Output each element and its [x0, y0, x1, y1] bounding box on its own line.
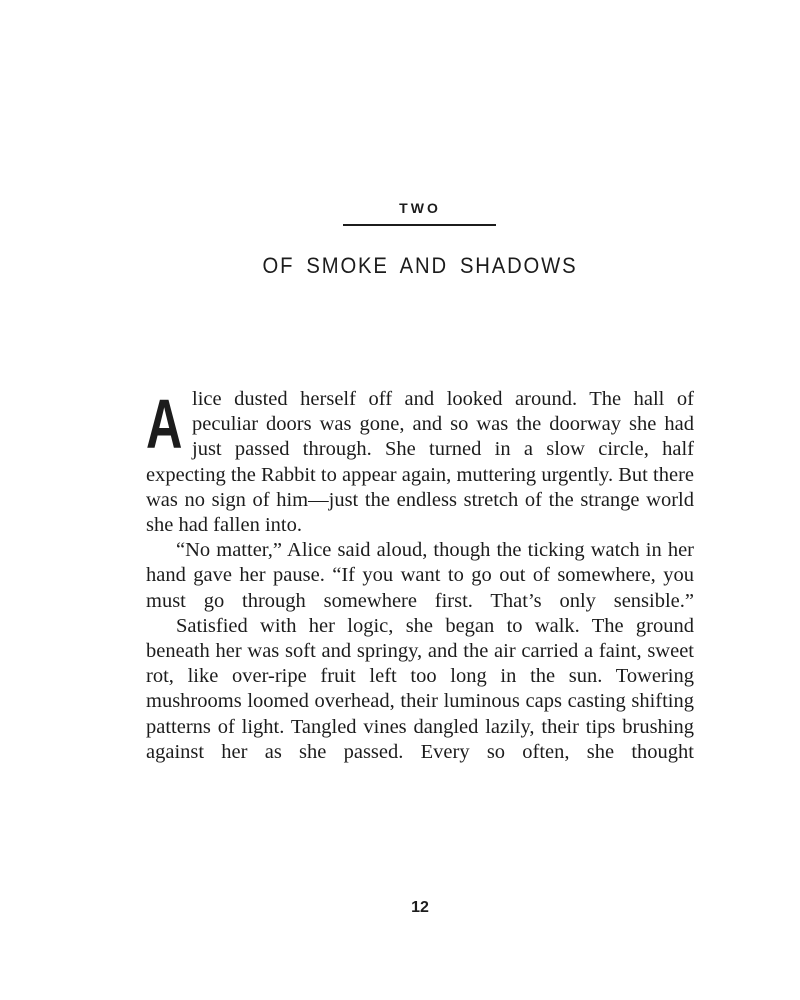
drop-cap: A [146, 385, 183, 463]
paragraph-1-text: lice dusted herself off and looked around. The hall of peculiar doors was gone, and so was the doorway she had just passed through. She turned in a slow circle, half expecting the Rabbit to appear again, muttering urgently. But there was no sign of him—just the endless stretch of the strange world she had fallen into. [146, 388, 694, 537]
paragraph-2: “No matter,” Alice said aloud, though the ticking watch in her hand gave her pause. “If you want to go out of somewhere, you must go through somewhere first. That’s only sensible.” [146, 539, 694, 612]
chapter-number: TWO [399, 200, 441, 216]
paragraph-3: Satisfied with her logic, she began to walk. The ground beneath her was soft and springy, and the air carried a faint, sweet rot, like over-ripe fruit left too long in the sun. Towering mushrooms loomed overhead, their luminous caps casting shifting patterns of light. Tangled vines dangled lazily, their tips brushing against her as she passed. Every so often, she thought [146, 614, 694, 763]
chapter-divider [343, 224, 496, 226]
paragraph-1 [146, 387, 694, 538]
page-number: 12 [411, 899, 429, 916]
chapter-title: OF SMOKE AND SHADOWS [262, 253, 578, 278]
body-text [146, 387, 694, 765]
